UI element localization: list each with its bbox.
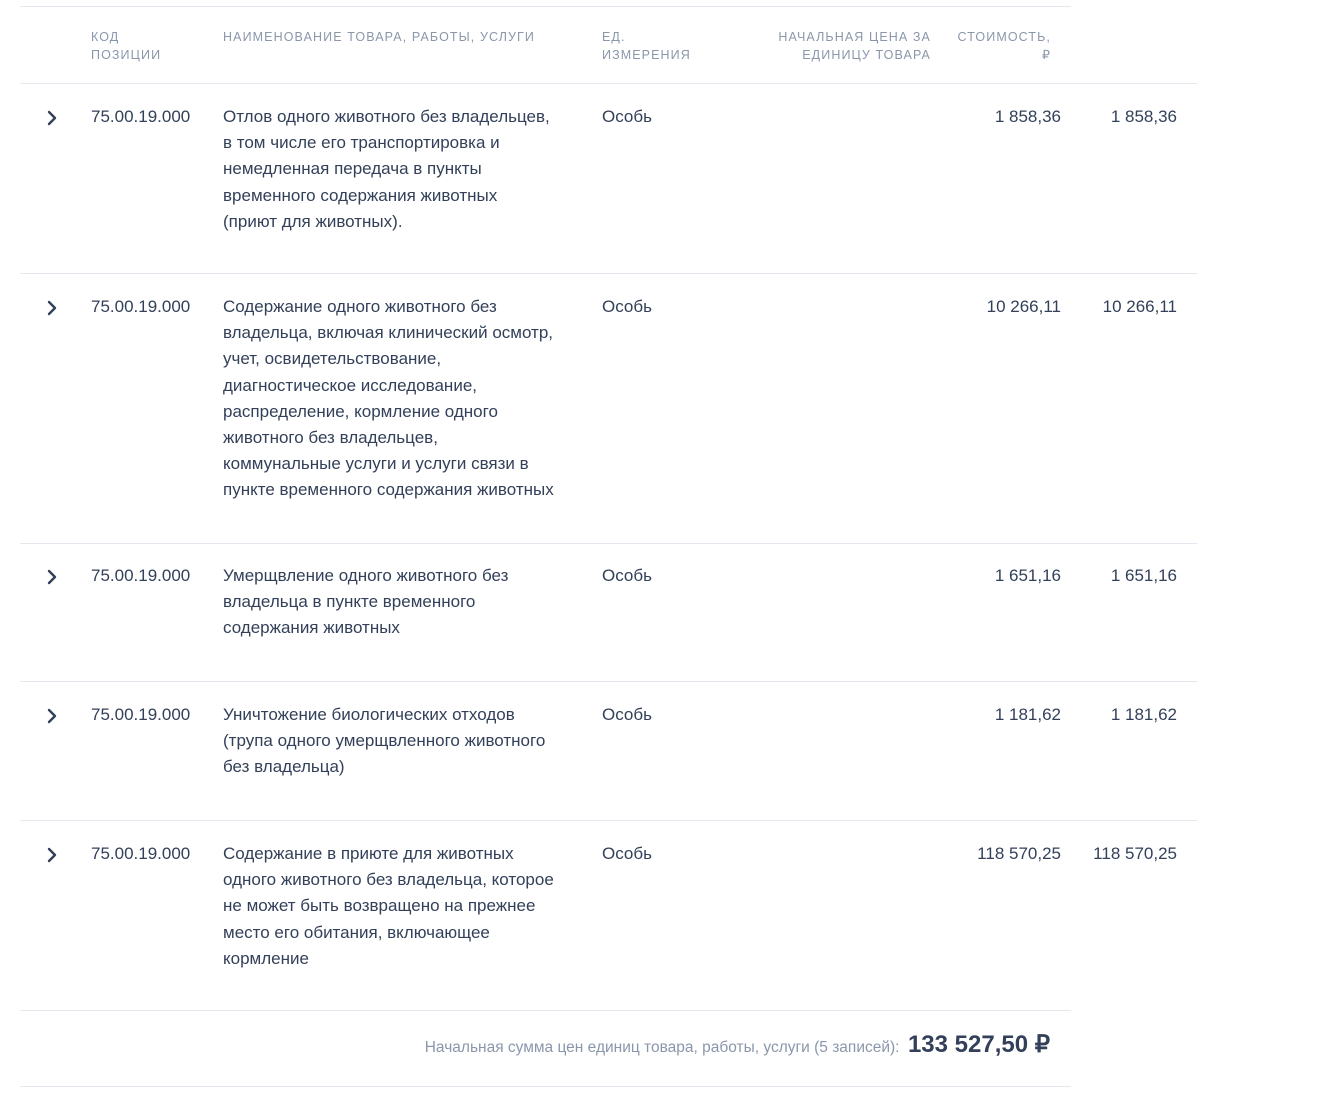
column-header-code: КОД ПОЗИЦИИ <box>91 30 162 62</box>
chevron-right-icon[interactable] <box>42 567 62 587</box>
unit-price: 1 651,16 <box>994 566 1061 585</box>
total-label: Начальная сумма цен единиц товара, работы, услуги (5 записей): <box>424 1039 900 1056</box>
total-amount: 133 527,50 ₽ <box>907 1031 1050 1058</box>
cost: 1 858,36 <box>1110 107 1177 126</box>
row-divider <box>20 820 1197 821</box>
chevron-right-icon[interactable] <box>42 108 62 128</box>
column-header-unit: ЕД. ИЗМЕРЕНИЯ <box>602 30 691 62</box>
table-bottom-divider <box>20 1010 1071 1011</box>
total-summary <box>425 1030 1050 1059</box>
unit-price: 1 181,62 <box>994 705 1061 724</box>
item-name: Уничтожение биологических отходов (трупа одного умерщвленного животного без владельца) <box>223 705 546 777</box>
column-header-unit-price: НАЧАЛЬНАЯ ЦЕНА ЗА ЕДИНИЦУ ТОВАРА <box>778 30 931 62</box>
item-name: Отлов одного животного без владельцев, в том числе его транспортировка и немедленная передача в пункты временного содержания животных (приют для животных). <box>223 107 550 231</box>
cost: 1 651,16 <box>1110 566 1177 585</box>
position-code: 75.00.19.000 <box>91 705 191 724</box>
unit-of-measure: Особь <box>602 566 652 585</box>
unit-price: 1 858,36 <box>994 107 1061 126</box>
unit-of-measure: Особь <box>602 107 652 126</box>
unit-price: 10 266,11 <box>986 297 1061 316</box>
row-divider <box>20 543 1197 544</box>
unit-of-measure: Особь <box>602 844 652 863</box>
cost: 1 181,62 <box>1110 705 1177 724</box>
cost: 10 266,11 <box>1102 297 1177 316</box>
position-code: 75.00.19.000 <box>91 107 191 126</box>
column-header-name: НАИМЕНОВАНИЕ ТОВАРА, РАБОТЫ, УСЛУГИ <box>223 30 535 44</box>
cost: 118 570,25 <box>1093 844 1177 863</box>
row-divider <box>20 681 1197 682</box>
footer-divider <box>20 1086 1071 1087</box>
unit-of-measure: Особь <box>602 705 652 724</box>
unit-of-measure: Особь <box>602 297 652 316</box>
column-header-cost: СТОИМОСТЬ, ₽ <box>957 30 1051 62</box>
item-name: Содержание одного животного без владельца, включая клинический осмотр, учет, освидетельствование, диагностическое исследование, распределение, кормление одного животного без владельцев, коммунальные услуги и услуги связи в пункте временного содержания животных <box>223 297 554 500</box>
position-code: 75.00.19.000 <box>91 566 191 585</box>
item-name: Умерщвление одного животного без владельца в пункте временного содержания животных <box>223 566 509 638</box>
chevron-right-icon[interactable] <box>42 845 62 865</box>
chevron-right-icon[interactable] <box>42 298 62 318</box>
position-code: 75.00.19.000 <box>91 297 191 316</box>
chevron-right-icon[interactable] <box>42 706 62 726</box>
unit-price: 118 570,25 <box>977 844 1061 863</box>
top-divider <box>20 6 1071 7</box>
row-divider <box>20 273 1197 274</box>
position-code: 75.00.19.000 <box>91 844 191 863</box>
header-divider <box>20 83 1197 84</box>
item-name: Содержание в приюте для животных одного животного без владельца, которое не может быть возвращено на прежнее место его обитания, включающее кормление <box>223 844 554 968</box>
